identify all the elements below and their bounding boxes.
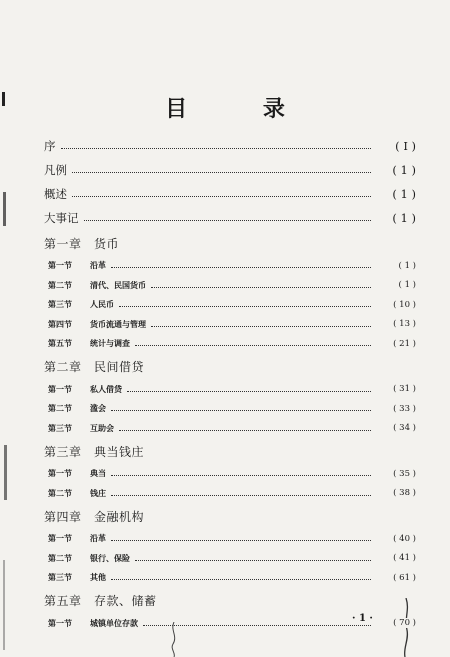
section-title: 货币流通与管理 xyxy=(90,318,146,329)
toc-section xyxy=(44,549,416,569)
table-of-contents xyxy=(44,134,416,633)
toc-label: 第五章 存款、储蓄 xyxy=(44,592,160,609)
section-title: 城镇单位存款 xyxy=(90,617,138,628)
section-title: 清代、民国货币 xyxy=(90,279,146,290)
dot-leader xyxy=(111,267,371,268)
toc-chapter xyxy=(44,230,416,256)
section-number: 第三节 xyxy=(48,299,72,310)
dot-leader xyxy=(72,172,371,173)
toc-label xyxy=(48,299,117,310)
section-number: 第二节 xyxy=(48,552,72,563)
dot-leader xyxy=(72,196,371,197)
toc-chapter xyxy=(44,588,416,614)
toc-section xyxy=(44,256,416,276)
toc-page-number: ( 70 ) xyxy=(373,618,416,628)
dot-leader xyxy=(135,345,371,346)
page-number: · 1 · xyxy=(352,613,373,624)
section-title: 滥会 xyxy=(90,403,106,414)
section-number: 第一节 xyxy=(48,383,72,394)
toc-section xyxy=(44,464,416,484)
toc-label xyxy=(48,260,109,271)
toc-page-number: ( 1 ) xyxy=(373,261,416,271)
scan-edge-mark xyxy=(3,192,6,226)
toc-page-number: ( 13 ) xyxy=(373,319,416,329)
section-number: 第一节 xyxy=(48,617,72,628)
toc-section xyxy=(44,315,416,335)
section-title: 沿革 xyxy=(90,260,106,271)
toc-label xyxy=(48,280,149,291)
toc-page-number: ( 1 ) xyxy=(373,163,416,177)
toc-label xyxy=(48,618,141,629)
section-title: 其他 xyxy=(90,572,106,583)
toc-section xyxy=(44,276,416,296)
toc-section xyxy=(44,399,416,419)
toc-label xyxy=(48,468,109,479)
toc-label: 第二章 民间借贷 xyxy=(44,358,147,375)
toc-page-number: ( 10 ) xyxy=(373,300,416,310)
dot-leader xyxy=(127,391,371,392)
toc-page-number: ( 41 ) xyxy=(373,553,416,563)
toc-label: 概述 xyxy=(44,186,70,202)
section-number: 第三节 xyxy=(48,572,72,583)
toc-page-number: ( 38 ) xyxy=(373,488,416,498)
toc-page-number: ( 1 ) xyxy=(373,187,416,201)
dot-leader xyxy=(135,560,371,561)
dot-leader xyxy=(111,495,371,496)
ink-squiggle xyxy=(168,622,180,657)
section-title: 银行、保险 xyxy=(90,552,130,563)
scan-edge-mark xyxy=(3,560,5,650)
toc-label xyxy=(48,553,133,564)
toc-chapter xyxy=(44,354,416,380)
toc-label: 第三章 典当钱庄 xyxy=(44,443,147,460)
section-title: 统计与调查 xyxy=(90,338,130,349)
section-title: 私人借贷 xyxy=(90,383,122,394)
section-title: 典当 xyxy=(90,468,106,479)
section-number: 第二节 xyxy=(48,403,72,414)
dot-leader xyxy=(84,220,372,221)
toc-entry xyxy=(44,182,416,206)
toc-label xyxy=(48,572,109,583)
section-number: 第二节 xyxy=(48,487,72,498)
toc-entry xyxy=(44,158,416,182)
section-title: 互助会 xyxy=(90,422,114,433)
toc-section xyxy=(44,568,416,588)
dot-leader xyxy=(119,430,371,431)
dot-leader xyxy=(111,540,371,541)
section-title: 沿革 xyxy=(90,533,106,544)
toc-section xyxy=(44,380,416,400)
toc-label: 凡例 xyxy=(44,162,70,178)
toc-entry xyxy=(44,134,416,158)
toc-page-number: ( 40 ) xyxy=(373,534,416,544)
toc-section xyxy=(44,295,416,315)
scan-edge-mark xyxy=(4,445,7,500)
dot-leader xyxy=(61,148,372,149)
toc-section xyxy=(44,529,416,549)
toc-section xyxy=(44,419,416,439)
toc-page-number: ( 21 ) xyxy=(373,339,416,349)
dot-leader xyxy=(151,326,371,327)
toc-label: 大事记 xyxy=(44,210,82,226)
section-number: 第一节 xyxy=(48,533,72,544)
toc-section xyxy=(44,334,416,354)
toc-page-number: ( 35 ) xyxy=(373,469,416,479)
toc-entry xyxy=(44,206,416,230)
dot-leader xyxy=(119,306,371,307)
toc-label xyxy=(48,384,125,395)
toc-page-number: ( I ) xyxy=(373,139,416,153)
section-number: 第五节 xyxy=(48,338,72,349)
toc-page-number: ( 33 ) xyxy=(373,404,416,414)
dot-leader xyxy=(111,579,371,580)
toc-label: 第四章 金融机构 xyxy=(44,508,147,525)
toc-label xyxy=(48,488,109,499)
scan-edge-mark xyxy=(2,92,5,106)
toc-label xyxy=(48,403,109,414)
section-title: 人民币 xyxy=(90,299,114,310)
toc-page-number: ( 1 ) xyxy=(373,280,416,290)
page-title: 目 录 xyxy=(165,96,319,122)
section-title: 钱庄 xyxy=(90,487,106,498)
toc-page-number: ( 31 ) xyxy=(373,384,416,394)
toc-chapter xyxy=(44,438,416,464)
section-number: 第四节 xyxy=(48,318,72,329)
toc-section xyxy=(44,484,416,504)
toc-page-number: ( 34 ) xyxy=(373,423,416,433)
toc-label: 第一章 货币 xyxy=(44,235,122,252)
dot-leader xyxy=(151,287,371,288)
section-number: 第一节 xyxy=(48,260,72,271)
section-number: 第二节 xyxy=(48,279,72,290)
section-number: 第三节 xyxy=(48,422,72,433)
toc-label xyxy=(48,319,149,330)
dot-leader xyxy=(111,475,371,476)
toc-page-number: ( 1 ) xyxy=(373,211,416,225)
toc-label xyxy=(48,533,109,544)
dot-leader xyxy=(111,410,371,411)
toc-label xyxy=(48,423,117,434)
toc-label: 序 xyxy=(44,138,59,154)
toc-page-number: ( 61 ) xyxy=(373,573,416,583)
section-number: 第一节 xyxy=(48,468,72,479)
toc-label xyxy=(48,338,133,349)
toc-chapter xyxy=(44,503,416,529)
